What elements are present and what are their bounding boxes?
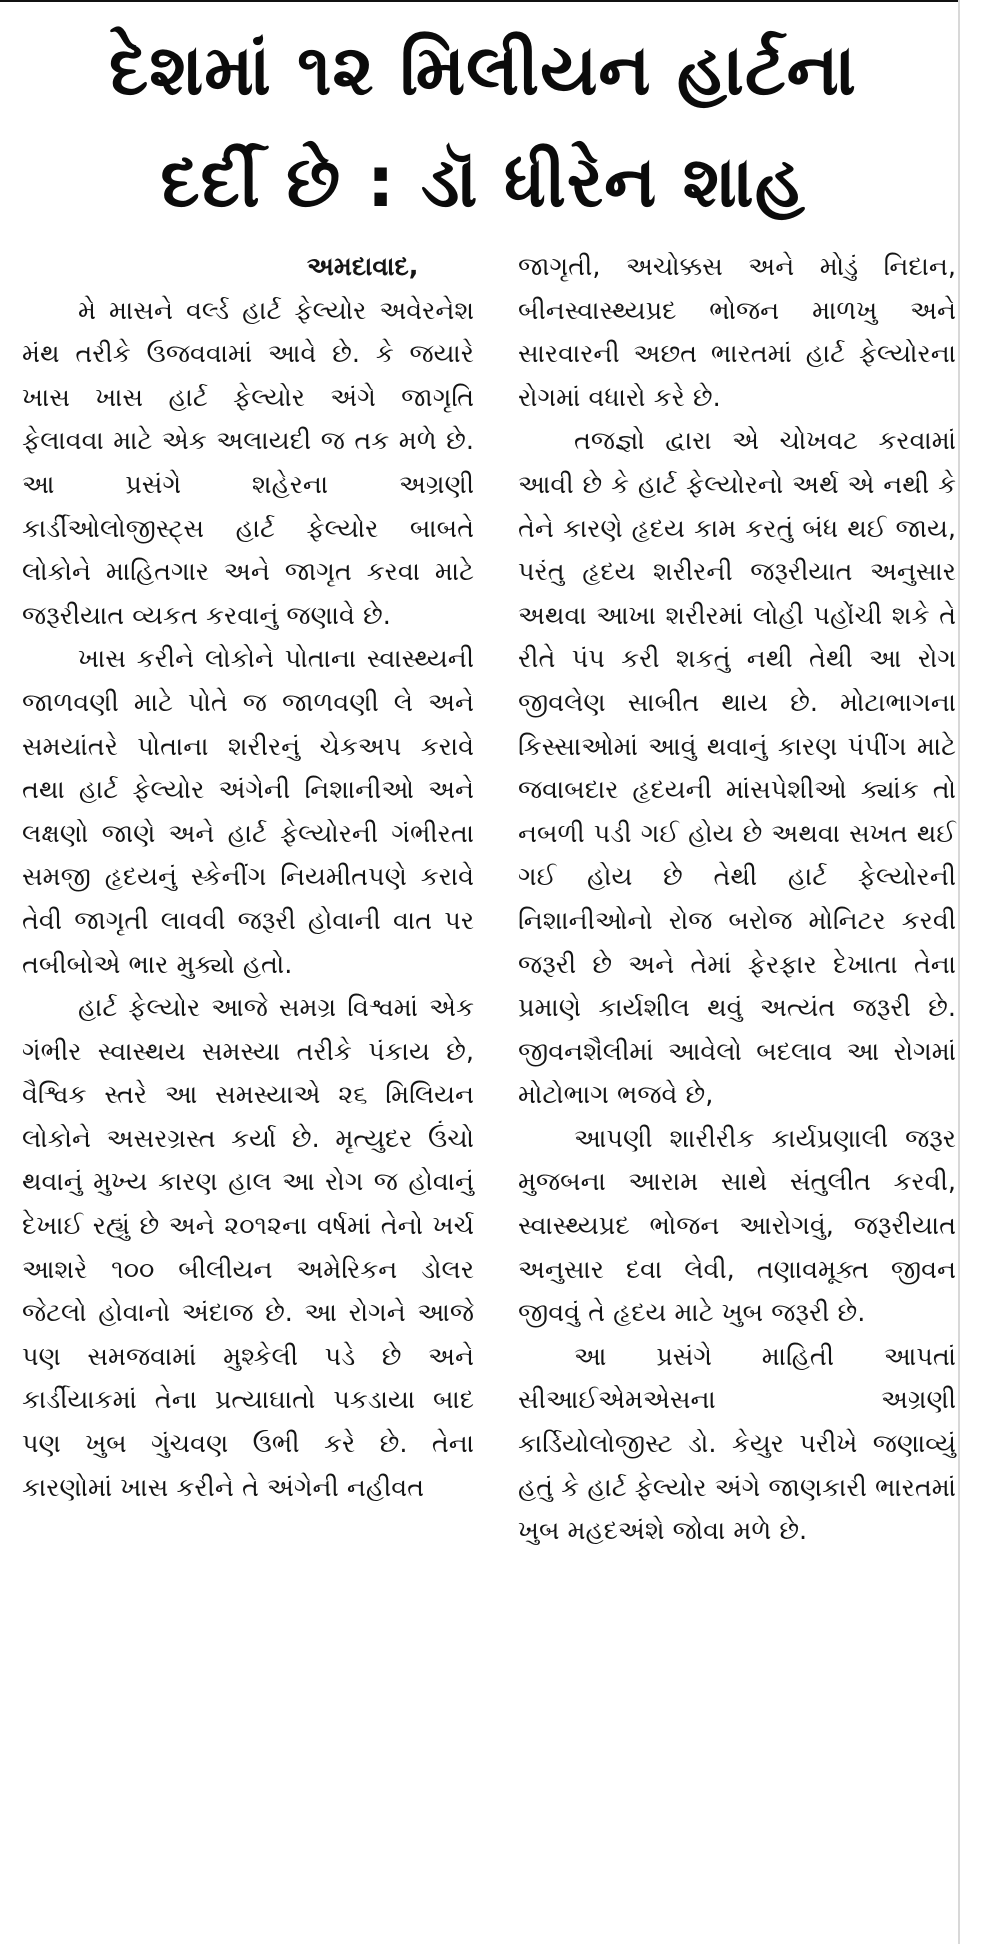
headline — [18, 14, 948, 238]
top-rule — [0, 0, 960, 2]
paragraph: આ પ્રસંગે માહિતી આપતાં સીઆઈએમએસના અગ્રણી કાર્ડિયોલોજીસ્ટ ડો. કેયુર પરીખે જણાવ્યું હતું કે હાર્ટ ફેલ્યોર અંગે જાણકારી ભારતમાં ખુબ મહદઅંશે જોવા મળે છે. — [518, 1341, 956, 1547]
paragraph: મે માસને વર્લ્ડ હાર્ટ ફેલ્યોર અવેરનેશ મંથ તરીકે ઉજવવામાં આવે છે. કે જયારે ખાસ ખાસ હાર્ટ ફેલ્યોર અંગે જાગૃતિ ફેલાવવા માટે એક અલાયદી જ તક મળે છે. આ પ્રસંગે શહેરના અગ્રણી કાર્ડીઓલોજીસ્ટ્સ હાર્ટ ફેલ્યોર બાબતે લોકોને માહિતગાર અને જાગૃત કરવા માટે જરૂરીયાત વ્યકત કરવાનું જણાવે છે. — [22, 295, 474, 631]
paragraph: હાર્ટ ફેલ્યોર આજે સમગ્ર વિશ્વમાં એક ગંભીર સ્વાસ્થય સમસ્યા તરીકે પંકાય છે, વૈશ્વિક સ્તરે આ સમસ્યાએ ૨૬ મિલિયન લોકોને અસરગ્રસ્ત કર્યા છે. મૃત્યુદર ઉંચો થવાનું મુખ્ય કારણ હાલ આ રોગ જ હોવાનું દેખાઈ રહ્યું છે અને ૨૦૧૨ના વર્ષમાં તેનો ખર્ચ આશરે ૧૦૦ બીલીયન અમેરિકન ડોલર જેટલો હોવાનો અંદાજ છે. આ રોગને આજે પણ સમજવામાં મુશ્કેલી પડે છે અને કાર્ડીયાકમાં તેના પ્રત્યાઘાતો પકડાયા બાદ પણ ખુબ ગુંચવણ ઉભી કરે છે. તેના કારણોમાં ખાસ કરીને તે અંગેની નહીવત — [22, 993, 474, 1503]
headline-line-2: દર્દી છે : ડૉ ધીરેન શાહ — [160, 141, 806, 223]
paragraph: તજજ્ઞો દ્વારા એ ચોખવટ કરવામાં આવી છે કે હાર્ટ ફેલ્યોરનો અર્થ એ નથી કે તેને કારણે હૃદય કામ કરતું બંધ થઈ જાય, પરંતુ હૃદય શરીરની જરૂરીયાત અનુસાર અથવા આખા શરીરમાં લોહી પહોંચી શકે તે રીતે પંપ કરી શકતું નથી તેથી આ રોગ જીવલેણ સાબીત થાય છે. મોટાભાગના કિસ્સાઓમાં આવું થવાનું કારણ પંપીંગ માટે જવાબદાર હૃદયની માંસપેશીઓ ક્યાંક તો નબળી પડી ગઈ હોય છે અથવા સખત થઈ ગઈ હોય છે તેથી હાર્ટ ફેલ્યોરની નિશાનીઓનો રોજ બરોજ મોનિટર કરવી જરૂરી છે અને તેમાં ફેરફાર દેખાતા તેના પ્રમાણે કાર્યશીલ થવું અત્યંત જરૂરી છે. જીવનશૈલીમાં આવેલો બદલાવ આ રોગમાં મોટોભાગ ભજવે છે, — [518, 426, 956, 1111]
page-edge — [958, 0, 960, 1944]
dateline: અમદાવાદ, — [307, 252, 419, 282]
paragraph: આપણી શારીરીક કાર્યપ્રણાલી જરૂર મુજબના આરામ સાથે સંતુલીત કરવી, સ્વાસ્થ્યપ્રદ ભોજન આરોગવું, જરૂરીયાત અનુસાર દવા લેવી, તણાવમૂક્ત જીવન જીવવું તે હૃદય માટે ખુબ જરૂરી છે. — [518, 1123, 956, 1329]
paragraph: જાગૃતી, અચોક્કસ અને મોડું નિદાન, બીનસ્વાસ્થ્યપ્રદ ભોજન માળખુ અને સારવારની અછત ભારતમાં હાર્ટ ફેલ્યોરના રોગમાં વધારો કરે છે. — [518, 252, 956, 413]
article-column-right — [518, 246, 956, 1554]
paragraph: ખાસ કરીને લોકોને પોતાના સ્વાસ્થ્યની જાળવણી માટે પોતે જ જાળવણી લે અને સમયાંતરે પોતાના શરીરનું ચેકઅપ કરાવે તથા હાર્ટ ફેલ્યોર અંગેની નિશાનીઓ અને લક્ષણો જાણે અને હાર્ટ ફેલ્યોરની ગંભીરતા સમજી હૃદયનું સ્કેનીંગ નિયમીતપણે કરાવે તેવી જાગૃતી લાવવી જરૂરી હોવાની વાત પર તબીબોએ ભાર મુક્યો હતો. — [22, 644, 474, 980]
headline-line-1: દેશમાં ૧૨ મિલીયન હાર્ટના — [109, 29, 857, 111]
column-divider — [494, 250, 495, 1930]
article-column-left — [22, 246, 474, 1510]
